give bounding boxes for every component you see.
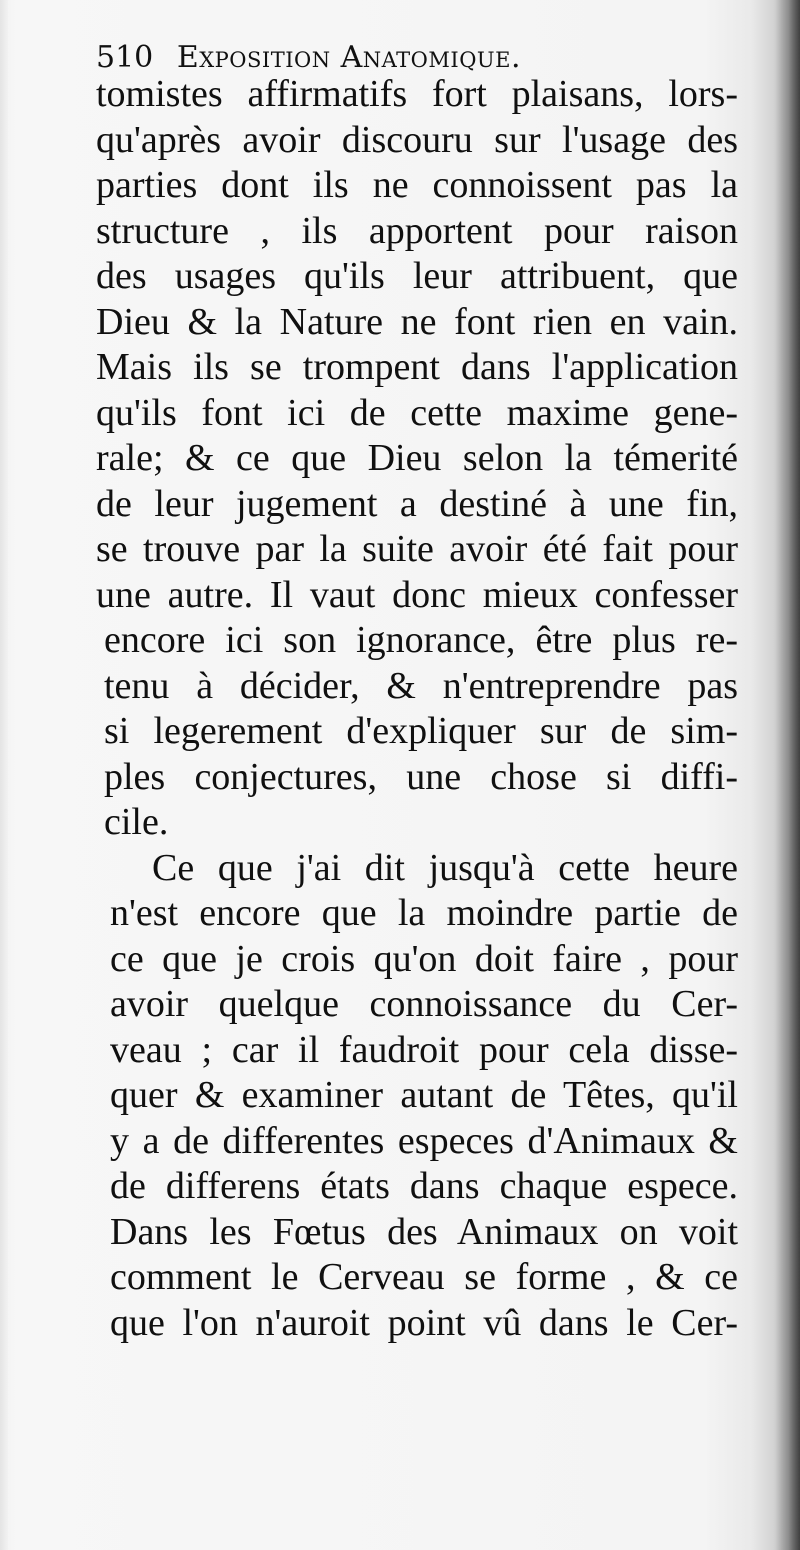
- text-line: que l'on n'auroit point vû dans le Cer-: [110, 1301, 738, 1344]
- body-text: [96, 72, 738, 1346]
- running-title: Exposition Anatomique.: [176, 40, 521, 75]
- page-number: 510: [96, 40, 154, 75]
- text-line: une autre. Il vaut donc mieux confesser: [96, 573, 738, 616]
- text-line: Dans les Fœtus des Animaux on voit: [110, 1210, 738, 1253]
- binding-shadow: [774, 0, 800, 1550]
- text-line: tenu à décider, & n'entreprendre pas: [104, 664, 738, 707]
- text-line: rale; & ce que Dieu selon la témerité: [96, 437, 738, 479]
- text-line: encore ici son ignorance, être plus re-: [104, 619, 738, 661]
- text-line: n'est encore que la moindre partie de: [110, 892, 738, 934]
- text-line: si legerement d'expliquer sur de sim-: [104, 710, 738, 752]
- page-left-edge: [0, 0, 8, 1550]
- text-line: qu'ils font ici de cette maxime gene-: [96, 391, 738, 434]
- text-line: quer & examiner autant de Têtes, qu'il: [110, 1074, 738, 1116]
- paragraph-first-line: Ce que j'ai dit jusqu'à cette heure: [152, 846, 738, 889]
- text-line: tomistes affirmatifs fort plaisans, lors-: [96, 73, 738, 115]
- text-line: des usages qu'ils leur attribuent, que: [96, 255, 738, 297]
- text-line: Dieu & la Nature ne font rien en vain.: [96, 300, 738, 343]
- text-line: structure , ils apportent pour raison: [96, 209, 738, 252]
- text-line: y a de differentes especes d'Animaux &: [110, 1119, 738, 1162]
- text-line: de differens états dans chaque espece.: [110, 1165, 738, 1207]
- text-line: veau ; car il faudroit pour cela disse-: [110, 1028, 738, 1071]
- text-line: Mais ils se trompent dans l'application: [96, 346, 738, 388]
- text-line: ples conjectures, une chose si diffi-: [104, 755, 738, 798]
- text-line: avoir quelque connoissance du Cer-: [110, 983, 738, 1025]
- text-line: qu'après avoir discouru sur l'usage des: [96, 118, 738, 161]
- text-line: se trouve par la suite avoir été fait pour: [96, 528, 738, 570]
- text-line: parties dont ils ne connoissent pas la: [96, 164, 738, 206]
- text-line: comment le Cerveau se forme , & ce: [110, 1256, 738, 1298]
- text-line: cile.: [104, 801, 169, 843]
- text-line: ce que je crois qu'on doit faire , pour: [110, 937, 738, 980]
- text-line: de leur jugement a destiné à une fin,: [96, 482, 738, 525]
